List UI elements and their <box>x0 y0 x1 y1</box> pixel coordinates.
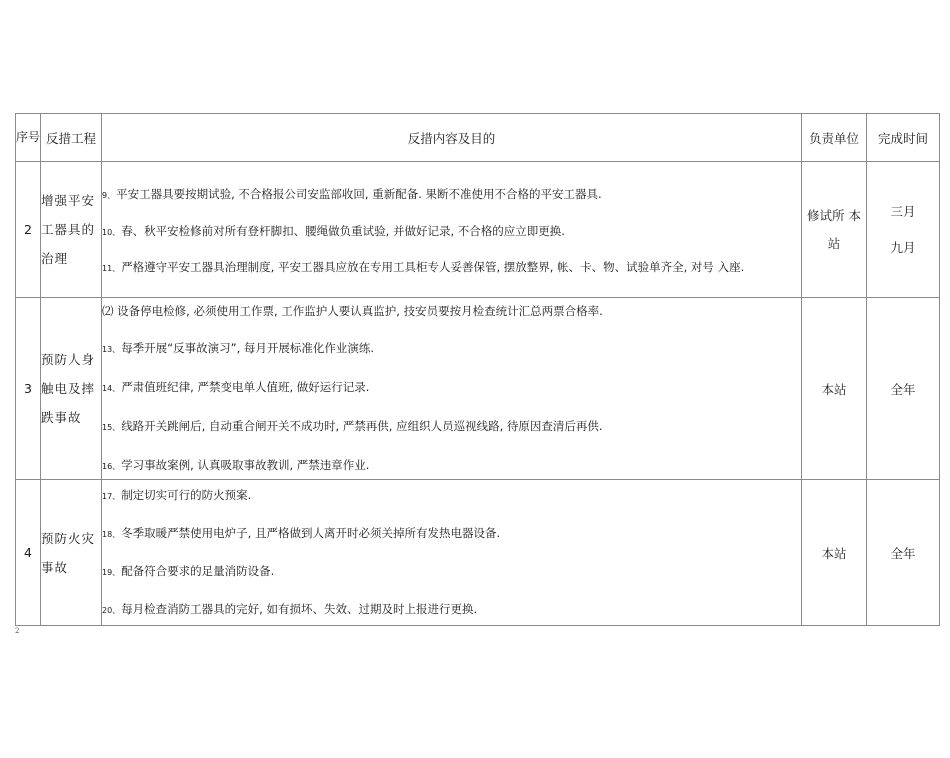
content-item: 16、学习事故案例, 认真吸取事故教训, 严禁违章作业. <box>102 457 370 472</box>
content-item: 13、每季开展“反事故演习”, 每月开展标准化作业演练. <box>102 340 375 355</box>
project-name: 增强平安工器具的治理 <box>41 162 102 298</box>
header-unit: 负责单位 <box>802 114 867 162</box>
row-number: 4 <box>16 480 41 626</box>
content-item: 18、冬季取暖严禁使用电炉子, 且严格做到人离开时必须关掉所有发热电器设备. <box>102 525 501 540</box>
content-cell <box>102 480 802 626</box>
content-item: 19、配备符合要求的足量消防设备. <box>102 563 275 578</box>
content-item: 9、平安工器具要按期试验, 不合格报公司安监部收回, 重新配备. 果断不准使用不合格的平安工器具. <box>102 187 602 201</box>
content-item: ⑵ 设备停电检修, 必须使用工作票, 工作监护人要认真监护, 技安员要按月检查统计汇总两票合格率. <box>102 303 603 318</box>
completion-time: 全年 <box>867 480 940 626</box>
content-cell <box>102 298 802 480</box>
project-name: 预防人身触电及摔跌事故 <box>41 298 102 480</box>
content-item: 20、每月检查消防工器具的完好, 如有损坏、失效、过期及时上报进行更换. <box>102 601 478 616</box>
table-row <box>16 298 940 480</box>
row-number: 2 <box>16 162 41 298</box>
completion-time: 三月 九月 <box>867 162 940 298</box>
table-row <box>16 162 940 298</box>
row-number: 3 <box>16 298 41 480</box>
content-item: 17、制定切实可行的防火预案. <box>102 487 252 502</box>
header-content: 反措内容及目的 <box>102 114 802 162</box>
project-name: 预防火灾事故 <box>41 480 102 626</box>
responsible-unit: 本站 <box>802 480 867 626</box>
header-time: 完成时间 <box>867 114 940 162</box>
content-item: 11、严格遵守平安工器具治理制度, 平安工器具应放在专用工具柜专人妥善保管, 摆放整界, 帐、卡、物、试验单齐全, 对号 入座. <box>102 260 745 274</box>
content-item: 10、春、秋平安检修前对所有登杆脚扣、腰绳做负重试验, 并做好记录, 不合格的应立即更换. <box>102 224 565 238</box>
completion-time: 全年 <box>867 298 940 480</box>
measures-table <box>15 113 940 626</box>
content-item: 15、线路开关跳闸后, 自动重合闸开关不成功时, 严禁再供, 应组织人员巡视线路, 待原因查清后再供. <box>102 418 603 433</box>
header-row <box>16 114 940 162</box>
responsible-unit: 本站 <box>802 298 867 480</box>
page-number: 2 <box>15 627 20 635</box>
responsible-unit: 修试所 本站 <box>802 162 867 298</box>
table-row <box>16 480 940 626</box>
content-cell <box>102 162 802 298</box>
header-seq: 序号 <box>16 114 41 162</box>
header-project: 反措工程 <box>41 114 102 162</box>
content-item: 14、严肃值班纪律, 严禁变电单人值班, 做好运行记录. <box>102 379 370 394</box>
